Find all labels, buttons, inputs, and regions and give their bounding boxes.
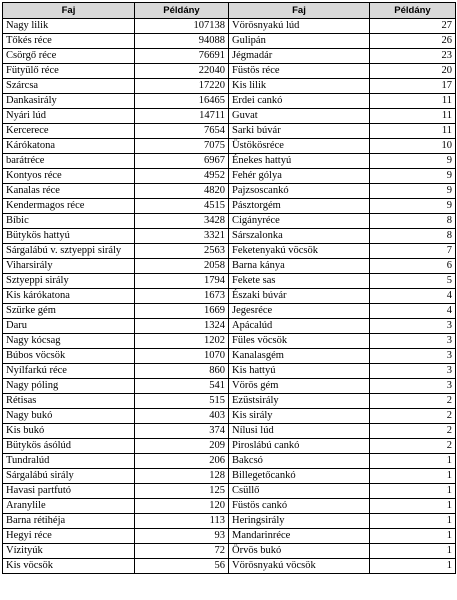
table-row [3, 79, 456, 94]
count-left-cell: 72 [135, 544, 229, 559]
count-left-cell: 3321 [135, 229, 229, 244]
species-right-cell: Énekes hattyú [229, 154, 370, 169]
table-row [3, 349, 456, 364]
species-right-cell: Erdei cankó [229, 94, 370, 109]
species-left-cell: Dankasirály [3, 94, 135, 109]
header-species-left: Faj [3, 3, 135, 19]
species-left-cell: Bütykös hattyú [3, 229, 135, 244]
table-row [3, 319, 456, 334]
count-right-cell: 2 [370, 394, 456, 409]
species-left-cell: Viharsirály [3, 259, 135, 274]
count-left-cell: 1202 [135, 334, 229, 349]
species-right-cell: Mandarinréce [229, 529, 370, 544]
count-right-cell: 1 [370, 559, 456, 574]
count-right-cell: 9 [370, 169, 456, 184]
table-row [3, 469, 456, 484]
species-right-cell: Cigányréce [229, 214, 370, 229]
species-count-table-container [2, 2, 455, 598]
species-right-cell: Sarki búvár [229, 124, 370, 139]
species-right-cell: Északi búvár [229, 289, 370, 304]
count-right-cell: 3 [370, 334, 456, 349]
table-row [3, 274, 456, 289]
count-right-cell: 1 [370, 499, 456, 514]
count-left-cell: 206 [135, 454, 229, 469]
species-left-cell: Szürke gém [3, 304, 135, 319]
species-left-cell: Aranylile [3, 499, 135, 514]
species-left-cell: Bíbic [3, 214, 135, 229]
count-right-cell: 9 [370, 199, 456, 214]
count-right-cell: 1 [370, 484, 456, 499]
species-right-cell: Vörösnyakú vöcsök [229, 559, 370, 574]
species-right-cell: Apácalúd [229, 319, 370, 334]
count-left-cell: 1070 [135, 349, 229, 364]
count-left-cell: 16465 [135, 94, 229, 109]
count-right-cell: 6 [370, 259, 456, 274]
count-right-cell: 4 [370, 289, 456, 304]
count-left-cell: 515 [135, 394, 229, 409]
table-row [3, 454, 456, 469]
count-right-cell: 8 [370, 229, 456, 244]
count-right-cell: 27 [370, 19, 456, 34]
species-left-cell: Kercerece [3, 124, 135, 139]
count-left-cell: 14711 [135, 109, 229, 124]
table-row [3, 514, 456, 529]
table-row [3, 244, 456, 259]
count-right-cell: 20 [370, 64, 456, 79]
species-right-cell: Barna kánya [229, 259, 370, 274]
table-row [3, 184, 456, 199]
count-left-cell: 209 [135, 439, 229, 454]
species-count-table [2, 2, 456, 574]
table-row [3, 139, 456, 154]
count-right-cell: 8 [370, 214, 456, 229]
species-left-cell: Nagy kócsag [3, 334, 135, 349]
count-left-cell: 76691 [135, 49, 229, 64]
species-left-cell: Bütykös ásólúd [3, 439, 135, 454]
count-right-cell: 17 [370, 79, 456, 94]
species-right-cell: Nílusi lúd [229, 424, 370, 439]
table-row [3, 199, 456, 214]
count-right-cell: 2 [370, 409, 456, 424]
species-right-cell: Vörösnyakú lúd [229, 19, 370, 34]
species-right-cell: Fekete sas [229, 274, 370, 289]
species-left-cell: Tundralúd [3, 454, 135, 469]
species-right-cell: Pásztorgém [229, 199, 370, 214]
species-left-cell: Sárgalábú v. sztyeppi sirály [3, 244, 135, 259]
species-right-cell: Füstös cankó [229, 499, 370, 514]
table-row [3, 439, 456, 454]
species-right-cell: Örvös bukó [229, 544, 370, 559]
header-count-right: Példány [370, 3, 456, 19]
table-row [3, 49, 456, 64]
table-row [3, 109, 456, 124]
count-right-cell: 3 [370, 349, 456, 364]
header-species-right: Faj [229, 3, 370, 19]
species-right-cell: Jegesréce [229, 304, 370, 319]
species-left-cell: Kontyos réce [3, 169, 135, 184]
species-right-cell: Kis sirály [229, 409, 370, 424]
species-left-cell: Kanalas réce [3, 184, 135, 199]
count-right-cell: 3 [370, 364, 456, 379]
count-right-cell: 9 [370, 184, 456, 199]
species-right-cell: Billegetőcankó [229, 469, 370, 484]
table-row [3, 169, 456, 184]
count-left-cell: 94088 [135, 34, 229, 49]
species-left-cell: Kis bukó [3, 424, 135, 439]
table-row [3, 409, 456, 424]
species-right-cell: Gulipán [229, 34, 370, 49]
count-right-cell: 5 [370, 274, 456, 289]
species-right-cell: Ezüstsirály [229, 394, 370, 409]
table-row [3, 289, 456, 304]
species-left-cell: Havasi partfutó [3, 484, 135, 499]
species-left-cell: Kis vöcsök [3, 559, 135, 574]
table-row [3, 379, 456, 394]
table-row [3, 499, 456, 514]
table-row [3, 154, 456, 169]
table-header [3, 3, 456, 19]
species-right-cell: Pajzsoscankó [229, 184, 370, 199]
species-left-cell: Nagy póling [3, 379, 135, 394]
table-row [3, 34, 456, 49]
count-right-cell: 2 [370, 439, 456, 454]
count-left-cell: 403 [135, 409, 229, 424]
species-right-cell: Bakcsó [229, 454, 370, 469]
count-right-cell: 7 [370, 244, 456, 259]
count-left-cell: 4820 [135, 184, 229, 199]
species-left-cell: Búbos vöcsök [3, 349, 135, 364]
count-left-cell: 3428 [135, 214, 229, 229]
species-right-cell: Heringsirály [229, 514, 370, 529]
species-left-cell: barátréce [3, 154, 135, 169]
table-row [3, 214, 456, 229]
species-left-cell: Tőkés réce [3, 34, 135, 49]
species-right-cell: Feketenyakú vöcsök [229, 244, 370, 259]
count-right-cell: 9 [370, 154, 456, 169]
species-left-cell: Csörgő réce [3, 49, 135, 64]
table-row [3, 334, 456, 349]
species-left-cell: Kárókatona [3, 139, 135, 154]
count-left-cell: 128 [135, 469, 229, 484]
table-row [3, 64, 456, 79]
count-right-cell: 1 [370, 544, 456, 559]
count-left-cell: 7075 [135, 139, 229, 154]
table-row [3, 229, 456, 244]
count-left-cell: 4952 [135, 169, 229, 184]
species-left-cell: Daru [3, 319, 135, 334]
header-row [3, 3, 456, 19]
species-left-cell: Nagy bukó [3, 409, 135, 424]
table-row [3, 544, 456, 559]
count-right-cell: 1 [370, 529, 456, 544]
count-right-cell: 1 [370, 454, 456, 469]
species-left-cell: Rétisas [3, 394, 135, 409]
table-row [3, 259, 456, 274]
species-left-cell: Nyári lúd [3, 109, 135, 124]
count-right-cell: 11 [370, 94, 456, 109]
species-left-cell: Vízityúk [3, 544, 135, 559]
table-row [3, 529, 456, 544]
count-left-cell: 120 [135, 499, 229, 514]
species-left-cell: Barna rétihéja [3, 514, 135, 529]
count-right-cell: 3 [370, 319, 456, 334]
count-left-cell: 541 [135, 379, 229, 394]
count-left-cell: 1324 [135, 319, 229, 334]
species-right-cell: Fehér gólya [229, 169, 370, 184]
count-left-cell: 860 [135, 364, 229, 379]
species-left-cell: Nyílfarkú réce [3, 364, 135, 379]
species-left-cell: Szárcsa [3, 79, 135, 94]
count-right-cell: 23 [370, 49, 456, 64]
count-left-cell: 22040 [135, 64, 229, 79]
species-right-cell: Guvat [229, 109, 370, 124]
count-left-cell: 7654 [135, 124, 229, 139]
table-row [3, 394, 456, 409]
table-body [3, 19, 456, 574]
species-left-cell: Hegyi réce [3, 529, 135, 544]
species-right-cell: Füstös réce [229, 64, 370, 79]
species-left-cell: Nagy lilik [3, 19, 135, 34]
table-row [3, 364, 456, 379]
species-right-cell: Csüllő [229, 484, 370, 499]
count-left-cell: 125 [135, 484, 229, 499]
species-right-cell: Kis hattyú [229, 364, 370, 379]
table-row [3, 124, 456, 139]
count-left-cell: 1794 [135, 274, 229, 289]
species-right-cell: Kis lilik [229, 79, 370, 94]
species-right-cell: Sárszalonka [229, 229, 370, 244]
count-left-cell: 93 [135, 529, 229, 544]
count-right-cell: 1 [370, 514, 456, 529]
count-left-cell: 6967 [135, 154, 229, 169]
species-left-cell: Kis kárókatona [3, 289, 135, 304]
count-right-cell: 26 [370, 34, 456, 49]
species-left-cell: Kendermagos réce [3, 199, 135, 214]
species-right-cell: Vörös gém [229, 379, 370, 394]
count-left-cell: 17220 [135, 79, 229, 94]
count-left-cell: 56 [135, 559, 229, 574]
count-left-cell: 2058 [135, 259, 229, 274]
count-left-cell: 1669 [135, 304, 229, 319]
count-left-cell: 113 [135, 514, 229, 529]
count-right-cell: 1 [370, 469, 456, 484]
table-row [3, 484, 456, 499]
count-right-cell: 11 [370, 124, 456, 139]
header-count-left: Példány [135, 3, 229, 19]
table-row [3, 304, 456, 319]
species-left-cell: Sárgalábú sirály [3, 469, 135, 484]
count-left-cell: 4515 [135, 199, 229, 214]
table-row [3, 559, 456, 574]
species-right-cell: Piroslábú cankó [229, 439, 370, 454]
species-right-cell: Füles vöcsök [229, 334, 370, 349]
table-row [3, 424, 456, 439]
count-left-cell: 374 [135, 424, 229, 439]
count-right-cell: 10 [370, 139, 456, 154]
count-right-cell: 11 [370, 109, 456, 124]
count-left-cell: 107138 [135, 19, 229, 34]
species-left-cell: Sztyeppi sirály [3, 274, 135, 289]
species-right-cell: Jégmadár [229, 49, 370, 64]
table-row [3, 19, 456, 34]
count-right-cell: 4 [370, 304, 456, 319]
species-left-cell: Fütyülő réce [3, 64, 135, 79]
table-row [3, 94, 456, 109]
count-right-cell: 2 [370, 424, 456, 439]
species-right-cell: Kanalasgém [229, 349, 370, 364]
count-left-cell: 1673 [135, 289, 229, 304]
count-right-cell: 3 [370, 379, 456, 394]
count-left-cell: 2563 [135, 244, 229, 259]
species-right-cell: Üstökösréce [229, 139, 370, 154]
